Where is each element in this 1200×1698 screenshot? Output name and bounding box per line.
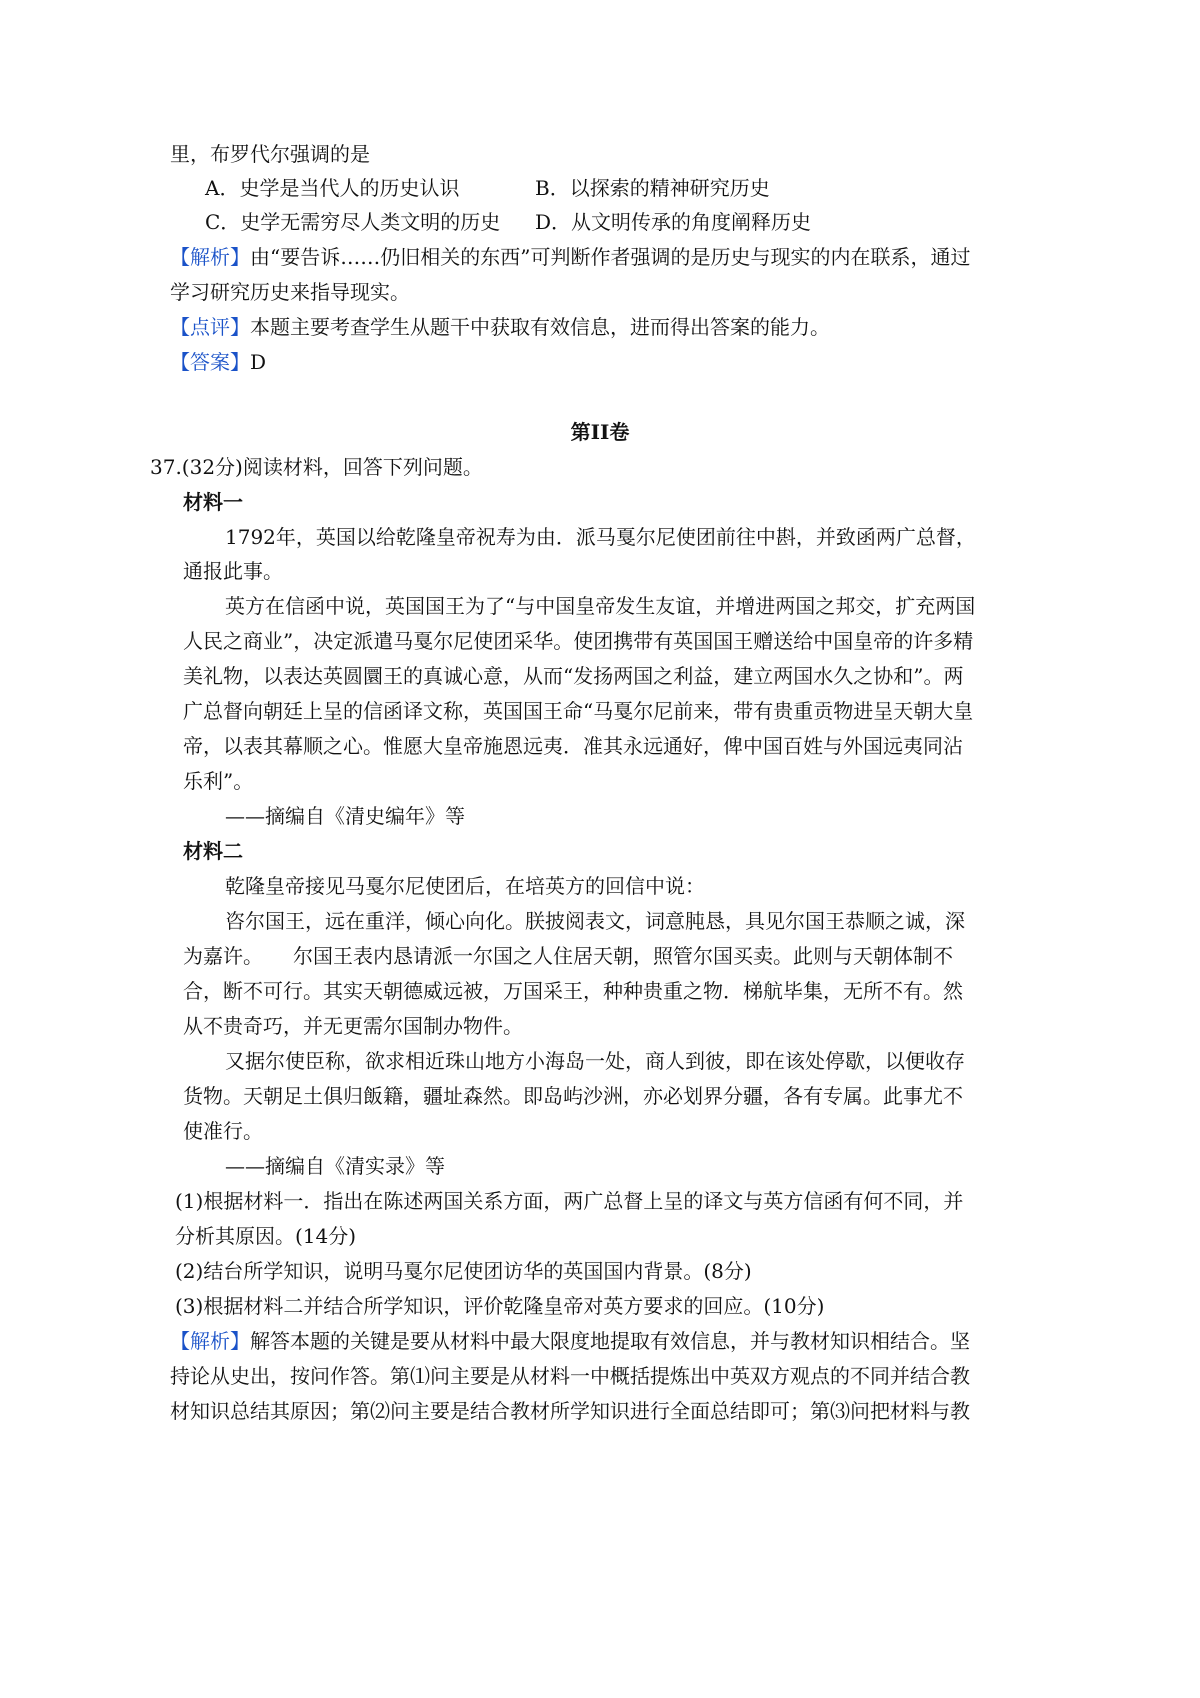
- material-1-title: 材料一: [183, 490, 243, 514]
- q37-analysis-line: 材知识总结其原因；第⑵问主要是结合教材所学知识进行全面总结即可；第⑶问把材料与教: [170, 1399, 970, 1423]
- q37-analysis-line: 持论从史出，按问作答。第⑴问主要是从材料一中概括提炼出中英双方观点的不同并结合教: [170, 1364, 970, 1388]
- material-1-source: ——摘编自《清史编年》等: [225, 804, 465, 828]
- material-2-line: 使准行。: [183, 1119, 263, 1143]
- answer-text: D: [250, 350, 267, 374]
- material-1-line: 帝，以表其幕顺之心。惟愿大皇帝施恩远夷．准其永远通好，俾中国百姓与外国远夷同沾: [183, 734, 963, 758]
- comment-text: 本题主要考查学生从题干中获取有效信息，进而得出答案的能力。: [250, 315, 830, 339]
- material-1-line: 乐利”。: [183, 769, 254, 793]
- question-item: 分析其原因。(14分): [175, 1224, 357, 1248]
- material-2-line: 乾隆皇帝接见马戛尔尼使团后，在培英方的回信中说：: [225, 874, 705, 898]
- material-2-title: 材料二: [183, 839, 243, 863]
- comment-tag: 【点评】: [170, 315, 250, 339]
- material-1-line: 1792年，英国以给乾隆皇帝祝寿为由．派马戛尔尼使团前往中斟，并致函两广总督，: [225, 525, 976, 549]
- q36-option-c: C．史学无需穷尽人类文明的历史: [205, 210, 501, 234]
- analysis-tag: 【解析】: [170, 1329, 250, 1353]
- material-1-line: 美礼物，以表达英圆圜王的真诚心意，从而“发扬两国之利益，建立两国水久之协和”。两: [183, 664, 964, 688]
- analysis-text: 解答本题的关键是要从材料中最大限度地提取有效信息，并与教材知识相结合。坚: [250, 1329, 970, 1353]
- material-2-line: 咨尔国王，远在重洋，倾心向化。朕披阅表文，词意肫恳，具见尔国王恭顺之诚，深: [225, 909, 965, 933]
- material-2-line: 货物。天朝足土俱归飯籍，疆址森然。即岛屿沙洲，亦必划界分疆，各有专属。此事尤不: [183, 1084, 963, 1108]
- material-1-line: 英方在信函中说，英国国王为了“与中国皇帝发生友谊，并增进两国之邦交，扩充两国: [225, 594, 976, 618]
- question-item: (1)根据材料一．指出在陈述两国关系方面，两广总督上呈的译文与英方信函有何不同，并: [175, 1189, 964, 1213]
- material-2-source: ——摘编自《清实录》等: [225, 1154, 445, 1178]
- answer-tag: 【答案】: [170, 350, 250, 374]
- material-1-line: 通报此事。: [183, 559, 283, 583]
- material-2-line: 又据尔使臣称，欲求相近珠山地方小海岛一处，商人到彼，即在该处停歇，以便收存: [225, 1049, 965, 1073]
- material-1-line: 人民之商业”，决定派遣马戛尔尼使团采华。使团携带有英国国王赠送给中国皇帝的许多精: [183, 629, 974, 653]
- q36-option-b: B．以探索的精神研究历史: [535, 176, 770, 200]
- analysis-tag: 【解析】: [170, 245, 250, 269]
- q36-answer: [170, 344, 266, 380]
- q37-analysis: [170, 1323, 970, 1359]
- question-item: (3)根据材料二并结合所学知识，评价乾隆皇帝对英方要求的回应。(10分): [175, 1294, 825, 1318]
- q36-comment: [170, 309, 830, 345]
- material-2-line: 为嘉许。 尔国王表内恳请派一尔国之人住居天朝，照管尔国买卖。此则与天朝体制不: [183, 944, 953, 968]
- q36-option-a: A．史学是当代人的历史认识: [205, 176, 460, 200]
- section-title: 第II卷: [570, 420, 630, 444]
- q37-stem: 37.(32分)阅读材料，回答下列问题。: [150, 455, 483, 479]
- material-2-line: 合，断不可行。其实天朝德威远被，万国采王，种种贵重之物．梯航毕集，无所不有。然: [183, 979, 963, 1003]
- q36-stem-end: 里，布罗代尔强调的是: [170, 142, 370, 166]
- q36-analysis: [170, 239, 970, 275]
- q36-option-d: D．从文明传承的角度阐释历史: [535, 210, 812, 234]
- material-1-line: 广总督向朝廷上呈的信函译文称，英国国王命“马戛尔尼前来，带有贵重贡物进呈天朝大皇: [183, 699, 974, 723]
- analysis-text: 由“要告诉……仍旧相关的东西”可判断作者强调的是历史与现实的内在联系，通过: [250, 245, 971, 269]
- material-2-line: 从不贵奇巧，并无更需尔国制办物件。: [183, 1014, 523, 1038]
- question-item: (2)结台所学知识，说明马戛尔尼使团访华的英国国内背景。(8分): [175, 1259, 752, 1283]
- q36-analysis-line2: 学习研究历史来指导现实。: [170, 280, 410, 304]
